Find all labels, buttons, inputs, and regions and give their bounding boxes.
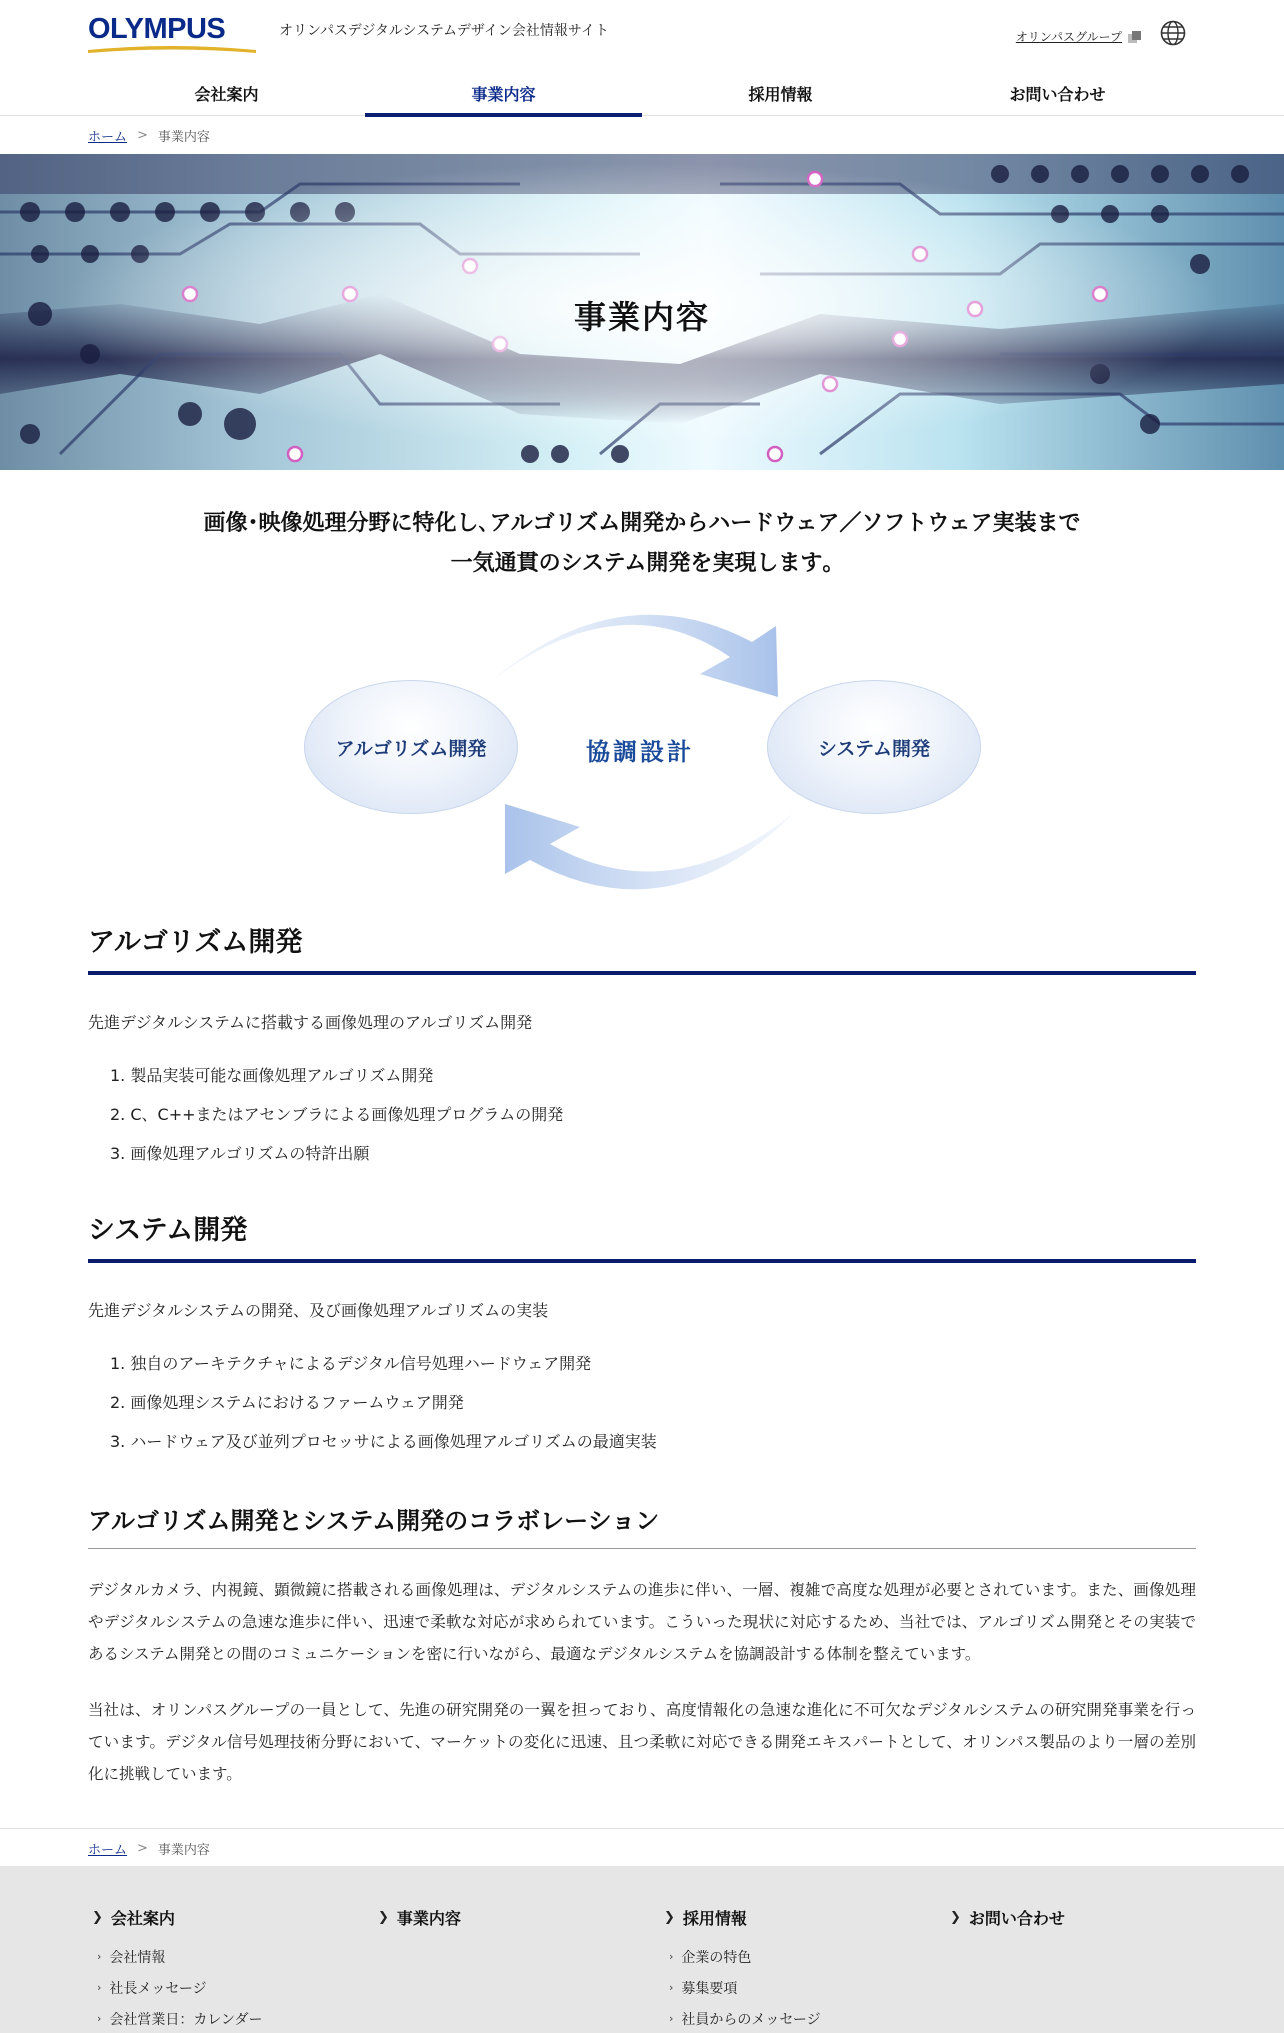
footer-column-title: 会社案内: [110, 1909, 175, 1928]
breadcrumb-bottom: [88, 1839, 210, 1858]
algorithm-description: 先進デジタルシステムに搭載する画像処理のアルゴリズム開発: [88, 1013, 533, 1032]
collaboration-paragraph-2: 当社は、オリンパスグループの一員として、先進の研究開発の一翼を担っており、高度情報化の急速な進化に不可欠なデジタルシステムの研究開発事業を行っています。デジタル信号処理技術分野において、マーケットの変化に迅速、且つ柔軟に対応できる開発エキスパートとして、オリンパス製品のより一層の差別化に挑戦しています。: [88, 1701, 1196, 1783]
page-title: 事業内容: [573, 298, 710, 336]
group-link-label: オリンパスグループ: [1015, 30, 1122, 44]
co-design-label: 協調設計: [586, 738, 694, 766]
chevron-right-icon: ❯: [664, 1910, 675, 1925]
breadcrumb: [88, 126, 210, 145]
list-item: 3. 画像処理アルゴリズムの特許出願: [110, 1144, 370, 1163]
footer-link-president-message[interactable]: [92, 1972, 263, 2003]
logo-swoosh-icon: [88, 44, 256, 54]
chevron-right-icon: ❯: [92, 1910, 103, 1925]
global-nav: [88, 72, 1196, 116]
lead-line-2: 一気通貫のシステム開発を実現します｡: [450, 551, 834, 576]
footer-link-label: 企業の特色: [681, 1949, 752, 1966]
collaboration-paragraph-1: デジタルカメラ、内視鏡、顕微鏡に搭載される画像処理は、デジタルシステムの進歩に伴い、一層、複雑で高度な処理が必要とされています。また、画像処理やデジタルシステムの急速な進歩に伴い、迅速で柔軟な対応が求められています。こういった現状に対応するため、当社では、アルゴリズム開発とその実装であるシステム開発との間のコミュニケーションを密に行いながら、最適なデジタルシステムを協調設計する体制を整えています。: [88, 1581, 1196, 1663]
list-item: 1. 独自のアーキテクチャによるデジタル信号処理ハードウェア開発: [110, 1354, 592, 1373]
footer-link-contact[interactable]: [950, 1906, 1065, 1929]
chevron-right-icon: ›: [97, 2012, 102, 2025]
footer-link-label: 会社営業日：カレンダー: [109, 2011, 263, 2028]
footer-link-label: 社長メッセージ: [109, 1980, 207, 1997]
footer-column-title: お問い合わせ: [968, 1909, 1065, 1928]
site-header: [0, 0, 1284, 116]
footer-link-company-info[interactable]: [92, 1941, 263, 1972]
breadcrumb-current: 事業内容: [157, 1843, 210, 1858]
footer-link-label: 社員からのメッセージ: [681, 2011, 821, 2028]
footer-link-business[interactable]: [378, 1906, 461, 1929]
system-dev-oval: システム開発: [767, 680, 981, 814]
list-item: 2. C、C++またはアセンブラによる画像処理プログラムの開発: [110, 1105, 564, 1124]
breadcrumb-current: 事業内容: [157, 130, 210, 145]
chevron-right-icon: ›: [97, 1981, 102, 1994]
footer-link-features[interactable]: [664, 1941, 821, 1972]
content-divider: [0, 1828, 1284, 1829]
system-description: 先進デジタルシステムの開発、及び画像処理アルゴリズムの実装: [88, 1301, 549, 1320]
footer-column-title: 事業内容: [396, 1909, 461, 1928]
chevron-right-icon: ❯: [378, 1910, 389, 1925]
chevron-right-icon: ›: [669, 1950, 674, 1963]
footer-link-recruit[interactable]: [664, 1906, 821, 1929]
hero-banner: [0, 154, 1284, 470]
footer-link-label: 会社情報: [109, 1949, 166, 1966]
chevron-right-icon: ›: [669, 1981, 674, 1994]
list-item: 1. 製品実装可能な画像処理アルゴリズム開発: [110, 1066, 434, 1085]
footer-link-staff-messages[interactable]: [664, 2003, 821, 2033]
lead-line-1: 画像･映像処理分野に特化し､アルゴリズム開発からハードウェア／ソフトウェア実装まで: [203, 511, 1081, 536]
chevron-right-icon: ›: [97, 1950, 102, 1963]
co-design-diagram: [290, 612, 990, 892]
breadcrumb-home[interactable]: ホーム: [88, 1843, 128, 1858]
breadcrumb-separator: >: [137, 1841, 148, 1856]
logo-text: OLYMPUS: [88, 13, 226, 45]
footer-link-label: 募集要項: [681, 1980, 738, 1997]
globe-icon[interactable]: [1160, 20, 1186, 46]
algorithm-dev-oval: アルゴリズム開発: [304, 680, 518, 814]
footer-column-title: 採用情報: [682, 1909, 747, 1928]
nav-company[interactable]: 会社案内: [194, 85, 259, 104]
chevron-right-icon: ›: [669, 2012, 674, 2025]
algorithm-section-title: アルゴリズム開発: [88, 920, 1196, 975]
site-name: オリンパスデジタルシステムデザイン会社情報サイト: [279, 23, 609, 39]
external-link-icon: [1128, 31, 1142, 43]
footer-link-requirements[interactable]: [664, 1972, 821, 2003]
footer-column-contact: [950, 1906, 1065, 1941]
footer-column-business: [378, 1906, 461, 1941]
breadcrumb-separator: >: [137, 128, 148, 143]
footer-link-calendar[interactable]: [92, 2003, 263, 2033]
footer-column-company: [92, 1906, 263, 2033]
chevron-right-icon: ❯: [950, 1910, 961, 1925]
nav-contact[interactable]: お問い合わせ: [1009, 85, 1106, 104]
site-footer: [0, 1866, 1284, 2033]
system-list: [110, 1354, 657, 1471]
olympus-logo[interactable]: [88, 14, 256, 50]
footer-column-recruit: [664, 1906, 821, 2033]
group-link[interactable]: [1016, 28, 1142, 45]
list-item: 3. ハードウェア及び並列プロセッサによる画像処理アルゴリズムの最適実装: [110, 1432, 657, 1451]
footer-link-company[interactable]: [92, 1906, 263, 1929]
nav-business[interactable]: 事業内容: [365, 72, 642, 116]
algorithm-list: [110, 1066, 563, 1183]
breadcrumb-home[interactable]: ホーム: [88, 130, 128, 145]
collaboration-section-title: アルゴリズム開発とシステム開発のコラボレーション: [88, 1501, 1196, 1549]
list-item: 2. 画像処理システムにおけるファームウェア開発: [110, 1393, 464, 1412]
nav-recruit[interactable]: 採用情報: [748, 85, 813, 104]
system-section-title: システム開発: [88, 1208, 1196, 1263]
